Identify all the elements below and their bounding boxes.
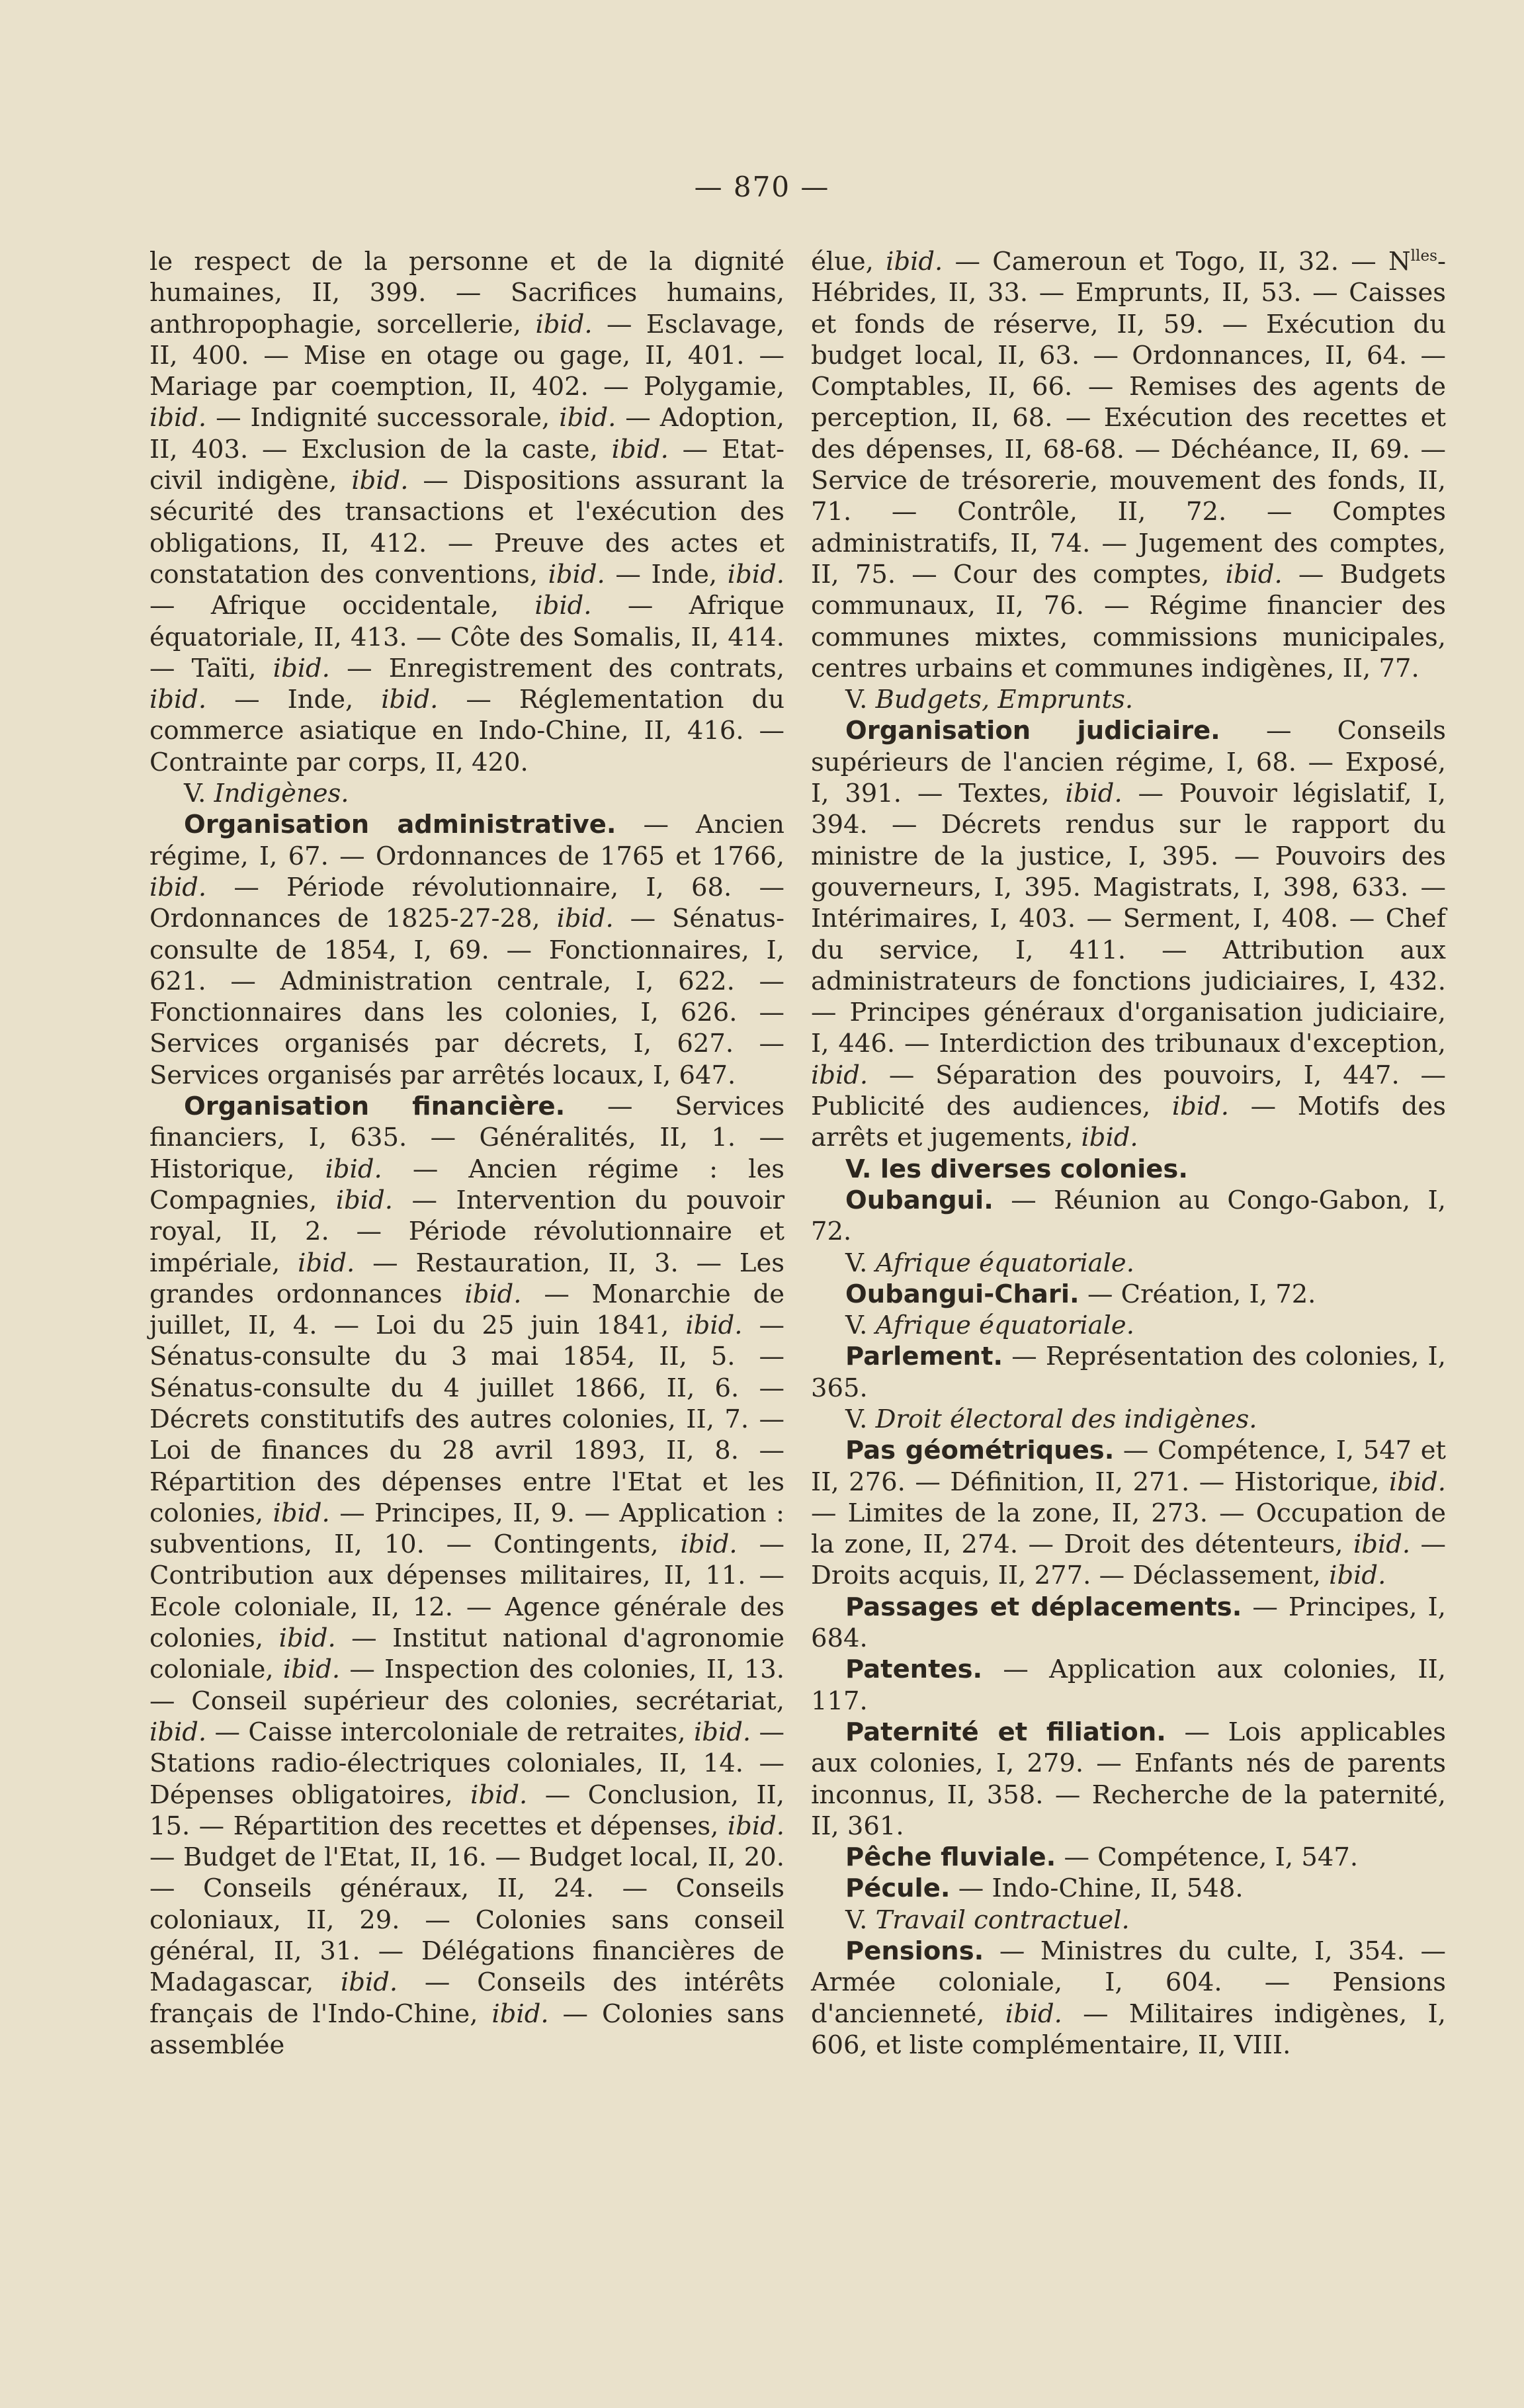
see-also-reference: V. Droit électoral des indigènes. <box>845 1404 1257 1434</box>
index-entry-organisation-administrative: Organisation administrative. — Ancien régime, I, 67. — Ordonnances de 1765 et 1766, ibid. — Période révolutionnaire, I, 68. — Ordonnances de 1825-27-28, ibid. — Sénatus-consulte de 1854, I, 69. — Fonctionnaires, I, 621. — Administration centrale, I, 622. — Fonctionnaires dans les colonies, I, 626. — Services organisés par décrets, I, 627. — Services organisés par arrêtés locaux, I, 647. <box>149 810 784 1090</box>
see-also-reference: V. Afrique équatoriale. <box>845 1311 1134 1341</box>
entry-heading: Paternité et filiation. <box>845 1717 1166 1747</box>
entry-heading: Oubangui-Chari. <box>845 1279 1080 1309</box>
entry-heading: Parlement. <box>845 1342 1003 1372</box>
entry-heading: Organisation financière. <box>184 1092 566 1122</box>
see-also-reference: V. Indigènes. <box>184 779 349 809</box>
see-also-reference: V. les diverses colonies. <box>845 1154 1188 1184</box>
entry-heading: Oubangui. <box>845 1185 994 1215</box>
index-entry-patentes: Patentes. — Application aux colonies, II, 117. <box>811 1655 1447 1716</box>
index-entry-parlement: Parlement. — Représentation des colonies, I, 365. <box>811 1342 1446 1403</box>
index-entry-pas-geometriques: Pas géométriques. — Compétence, I, 547 et II, 276. — Définition, II, 271. — Historique, ibid. — Limites de la zone, II, 273. — Occupation de la zone, II, 274. — Droit des détenteurs, ibid. — Droits acquis, II, 277. — Déclassement, ibid. <box>811 1436 1446 1591</box>
entry-heading: Organisation administrative. <box>184 810 616 840</box>
index-entry-oubangui: Oubangui. — Réunion au Congo-Gabon, I, 72. <box>811 1185 1446 1247</box>
see-also-reference: V. Afrique équatoriale. <box>845 1248 1134 1278</box>
see-also-reference: V. Travail contractuel. <box>845 1905 1130 1935</box>
index-entry-peche-fluviale: Pêche fluviale. — Compétence, I, 547. <box>845 1842 1359 1873</box>
index-entry-organisation-judiciaire: Organisation judiciaire. — Conseils supérieurs de l'ancien régime, I, 68. — Exposé, I, 391. — Textes, ibid. — Pouvoir législatif, I, 394. — Décrets rendus sur le rapport du ministre de la justice, I, 395. — Pouvoirs des gouverneurs, I, 395. Magistrats, I, 398, 633. — Intérimaires, I, 403. — Serment, I, 408. — Chef du service, I, 411. — Attribution aux administrateurs de fonctions judiciaires, I, 432. — Principes généraux d'organisation judiciaire, I, 446. — Interdiction des tribunaux d'exception, ibid. — Séparation des pouvoirs, I, 447. — Publicité des audiences, ibid. — Motifs des arrêts et jugements, ibid. <box>811 716 1446 1153</box>
index-entry-pensions: Pensions. — Ministres du culte, I, 354. — Armée coloniale, I, 604. — Pensions d'ancienneté, ibid. — Militaires indigènes, I, 606, et liste complémentaire, II, VIII. <box>811 1936 1446 2060</box>
index-entry-passages: Passages et déplacements. — Principes, I, 684. <box>811 1592 1446 1654</box>
entry-continuation: élue, ibid. — Cameroun et Togo, II, 32. — $N^{lles}$-Hébrides, II, 33. — Emprunts, II, 53. — Caisses et fonds de réserve, II, 59. — Exécution du budget local, II, 63. — Ordonnances, II, 64. — Comptables, II, 66. — Remises des agents de perception, II, 68. — Exécution des recettes et des dépenses, II, 68-68. — Déchéance, II, 69. — Service de trésorerie, mouvement des fonds, II, 71. — Contrôle, II, 72. — Comptes administratifs, II, 74. — Jugement des comptes, II, 75. — Cour des comptes, ibid. — Budgets communaux, II, 76. — Régime financier des communes mixtes, commissions municipales, centres urbains et communes indigènes, II, 77. <box>811 247 1446 683</box>
left-column <box>149 246 784 2061</box>
index-entry-oubangui-chari: Oubangui-Chari. — Création, I, 72. <box>845 1279 1316 1309</box>
entry-heading: Pas géométriques. <box>845 1436 1115 1466</box>
index-entry-organisation-financiere: Organisation financière. — Services financiers, I, 635. — Généralités, II, 1. — Historique, ibid. — Ancien régime : les Compagnies, ibid. — Intervention du pouvoir royal, II, 2. — Période révolutionnaire et impériale, ibid. — Restauration, II, 3. — Les grandes ordonnances ibid. — Monarchie de juillet, II, 4. — Loi du 25 juin 1841, ibid. — Sénatus-consulte du 3 mai 1854, II, 5. — Sénatus-consulte du 4 juillet 1866, II, 6. — Décrets constitutifs des autres colonies, II, 7. — Loi de finances du 28 avril 1893, II, 8. — Répartition des dépenses entre l'Etat et les colonies, ibid. — Principes, II, 9. — Application : subventions, II, 10. — Contingents, ibid. — Contribution aux dépenses militaires, II, 11. — Ecole coloniale, II, 12. — Agence générale des colonies, ibid. — Institut national d'agronomie coloniale, ibid. — Inspection des colonies, II, 13. — Conseil supérieur des colonies, secrétariat, ibid. — Caisse intercoloniale de retraites, ibid. — Stations radio-électriques coloniales, II, 14. — Dépenses obligatoires, ibid. — Conclusion, II, 15. — Répartition des recettes et dépenses, ibid. — Budget de l'Etat, II, 16. — Budget local, II, 20. — Conseils généraux, II, 24. — Conseils coloniaux, II, 29. — Colonies sans conseil général, II, 31. — Délégations financières de Madagascar, ibid. — Conseils des intérêts français de l'Indo-Chine, ibid. — Colonies sans assemblée <box>149 1092 784 2060</box>
index-entry-pecule: Pécule. — Indo-Chine, II, 548. <box>845 1873 1244 1904</box>
entry-heading: Pécule. <box>845 1873 951 1904</box>
entry-heading: Organisation judiciaire. <box>845 716 1220 746</box>
page-number: — 870 — <box>694 171 830 203</box>
entry-heading: Pêche fluviale. <box>845 1842 1056 1873</box>
entry-continuation: le respect de la personne et de la dignité humaines, II, 399. — Sacrifices humains, anthropophagie, sorcellerie, ibid. — Esclavage, II, 400. — Mise en otage ou gage, II, 401. — Mariage par coemption, II, 402. — Polygamie, ibid. — Indignité successorale, ibid. — Adoption, II, 403. — Exclusion de la caste, ibid. — Etat-civil indigène, ibid. — Dispositions assurant la sécurité des transactions et l'exécution des obligations, II, 412. — Preuve des actes et constatation des conventions, ibid. — Inde, ibid. — Afrique occidentale, ibid. — Afrique équatoriale, II, 413. — Côte des Somalis, II, 414. — Taïti, ibid. — Enregistrement des contrats, ibid. — Inde, ibid. — Réglementation du commerce asiatique en Indo-Chine, II, 416. — Contrainte par corps, II, 420. <box>149 247 784 777</box>
entry-heading: Passages et déplacements. <box>845 1592 1242 1622</box>
index-entry-paternite: Paternité et filiation. — Lois applicables aux colonies, I, 279. — Enfants nés de parents inconnus, II, 358. — Recherche de la paternité, II, 361. <box>811 1717 1446 1841</box>
entry-heading: Pensions. <box>845 1936 984 1967</box>
entry-heading: Patentes. <box>845 1655 983 1685</box>
right-column <box>811 246 1446 2061</box>
see-also-reference: V. Budgets, Emprunts. <box>845 685 1134 715</box>
